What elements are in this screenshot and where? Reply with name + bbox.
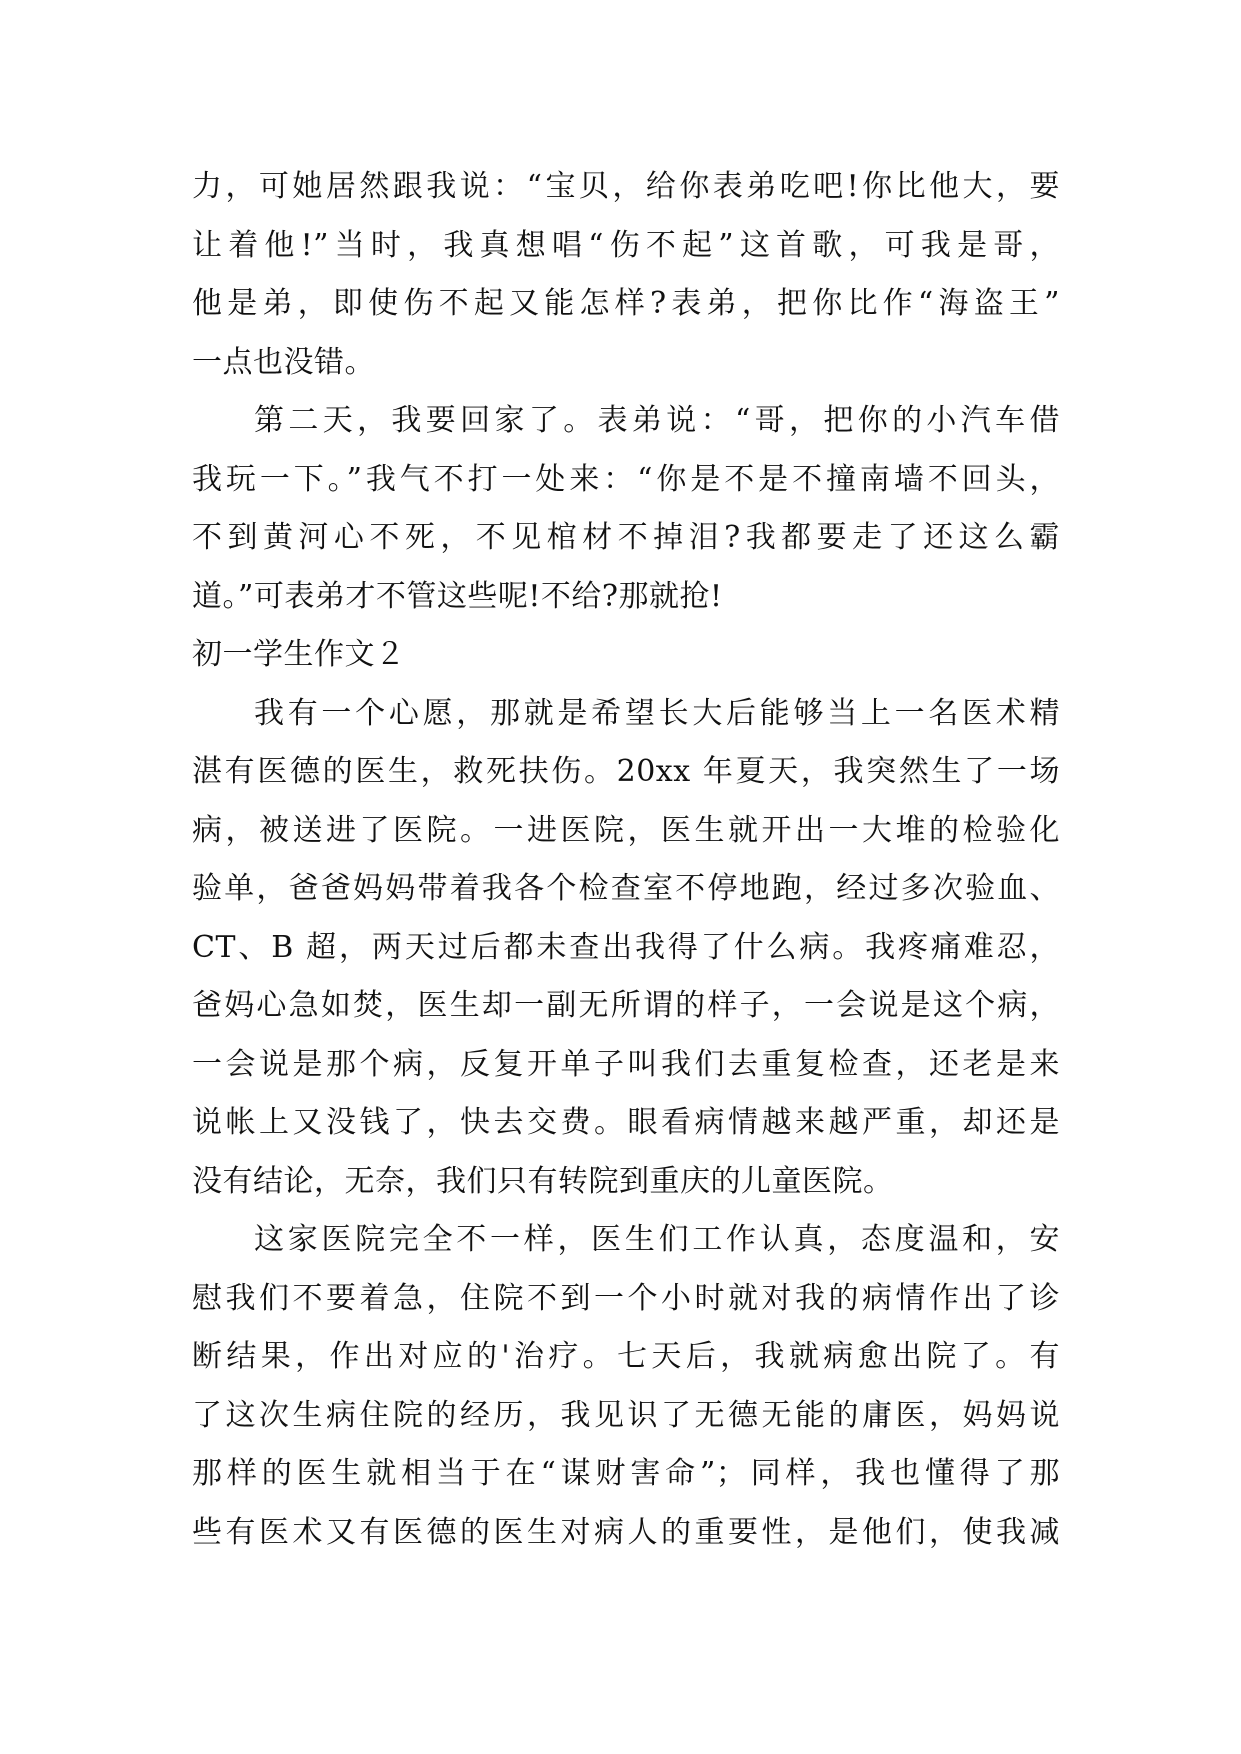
paragraph-first-line: 我有一个心愿，那就是希望长大后能够当上一名医术精 [254,695,1060,731]
paragraph-line: 湛有医德的医生，救死扶伤。20xx 年夏天，我突然生了一场 [192,754,1060,789]
paragraph-line: 一点也没错。 [192,344,375,380]
paragraph-line: CT、B 超，两天过后都未查出我得了什么病。我疼痛难忍， [192,929,1060,965]
paragraph-line: 那样的医生就相当于在“谋财害命”；同样，我也懂得了那 [192,1456,1060,1491]
paragraph-line: 我玩一下。”我气不打一处来：“你是不是不撞南墙不回头， [192,461,1060,497]
paragraph-line: 些有医术又有医德的医生对病人的重要性，是他们，使我减 [192,1514,1060,1550]
paragraph-line: 让着他!”当时，我真想唱“伤不起”这首歌，可我是哥， [192,227,1060,263]
paragraph-line: 不到黄河心不死，不见棺材不掉泪?我都要走了还这么霸 [192,520,1060,555]
paragraph-line: 没有结论，无奈，我们只有转院到重庆的儿童医院。 [192,1163,894,1199]
paragraph-line: 爸妈心急如焚，医生却一副无所谓的样子，一会说是这个病， [192,988,1060,1023]
paragraph-line: 说帐上又没钱了，快去交费。眼看病情越来越严重，却还是 [192,1105,1060,1140]
paragraph-first-line: 这家医院完全不一样，医生们工作认真，态度温和，安 [254,1222,1060,1257]
paragraph-line: 验单，爸爸妈妈带着我各个检查室不停地跑，经过多次验血、 [192,871,1060,906]
paragraph-line: 他是弟，即使伤不起又能怎样?表弟，把你比作“海盗王” [192,286,1060,321]
section-heading: 初一学生作文２ [192,637,406,672]
paragraph-line: 病，被送进了医院。一进医院，医生就开出一大堆的检验化 [192,812,1060,848]
paragraph-line: 道。”可表弟才不管这些呢!不给?那就抢! [192,578,723,614]
paragraph-line: 断结果，作出对应的'治疗。七天后，我就病愈出院了。有 [192,1339,1060,1374]
paragraph-line: 慰我们不要着急，住院不到一个小时就对我的病情作出了诊 [192,1280,1060,1316]
document-body [192,158,1060,1562]
paragraph-line: 一会说是那个病，反复开单子叫我们去重复检查，还老是来 [192,1046,1060,1082]
paragraph-line: 了这次生病住院的经历，我见识了无德无能的庸医，妈妈说 [192,1397,1060,1433]
paragraph-first-line: 第二天，我要回家了。表弟说：“哥，把你的小汽车借 [254,403,1060,438]
paragraph-line: 力，可她居然跟我说：“宝贝，给你表弟吃吧!你比他大，要 [192,169,1060,204]
